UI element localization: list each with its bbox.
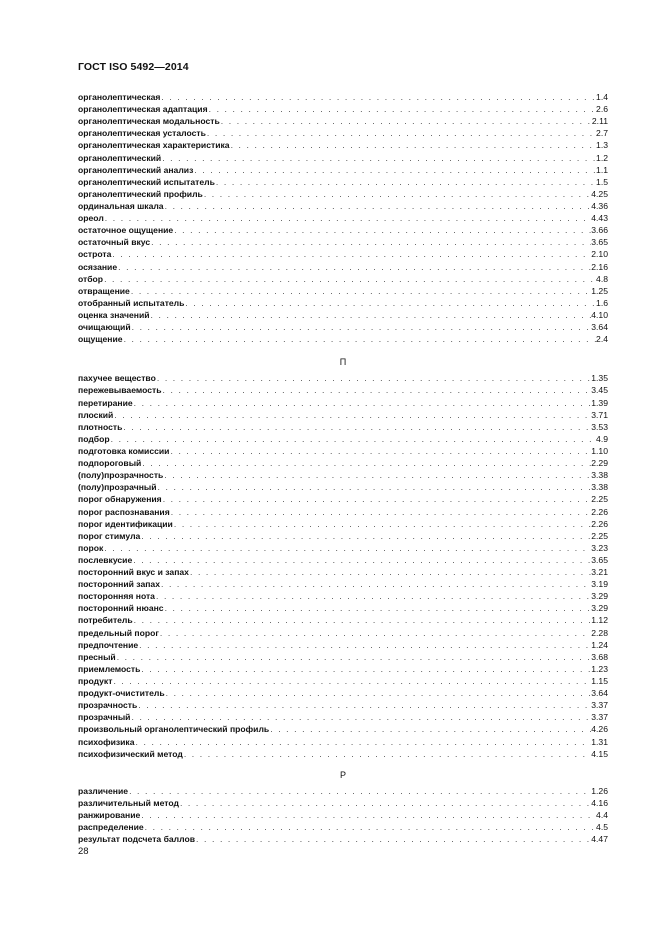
index-entry [78, 590, 608, 602]
leader-dots [110, 433, 596, 445]
entry-term: распределение [78, 822, 144, 833]
index-entry [78, 248, 608, 260]
entry-reference: 1.23 [591, 663, 608, 674]
leader-dots [140, 663, 591, 675]
index-entry [78, 445, 608, 457]
entry-reference: 2.29 [591, 458, 608, 469]
index-entry [78, 687, 608, 699]
leader-dots [140, 530, 591, 542]
entry-term: продукт-очиститель [78, 688, 165, 699]
section-letter-r: Р [339, 769, 346, 780]
index-section-o [78, 91, 608, 345]
index-entry [78, 675, 608, 687]
leader-dots [133, 397, 592, 409]
entry-term: пережевываемость [78, 385, 162, 396]
index-entry [78, 261, 608, 273]
leader-dots [113, 409, 591, 421]
entry-reference: 1.25 [591, 285, 608, 296]
document-header: ГОСТ ISO 5492—2014 [78, 61, 189, 73]
leader-dots [162, 493, 592, 505]
index-entry [78, 200, 608, 212]
entry-reference: 1.1 [596, 164, 608, 175]
entry-reference: 1.26 [591, 785, 608, 796]
entry-term: органолептический испытатель [78, 176, 215, 187]
entry-reference: 4.47 [591, 834, 608, 845]
leader-dots [137, 699, 591, 711]
entry-term: ореол [78, 213, 104, 224]
entry-reference: 2.11 [591, 116, 608, 127]
leader-dots [220, 115, 592, 127]
entry-term: прозрачный [78, 712, 131, 723]
index-entry [78, 139, 608, 151]
entry-term: (полу)прозрачность [78, 470, 164, 481]
entry-term: пахучее вещество [78, 373, 156, 384]
entry-reference: 1.12 [591, 615, 608, 626]
entry-reference: 3.21 [591, 567, 608, 578]
entry-term: посторонняя нота [78, 591, 155, 602]
entry-reference: 3.38 [591, 470, 608, 481]
leader-dots [206, 127, 596, 139]
entry-reference: 3.37 [591, 700, 608, 711]
entry-term: остаточное ощущение [78, 225, 174, 236]
index-entry [78, 627, 608, 639]
entry-reference: 3.37 [591, 712, 608, 723]
entry-reference: 4.25 [591, 188, 608, 199]
term-index [78, 91, 608, 845]
leader-dots [183, 748, 591, 760]
index-entry [78, 372, 608, 384]
entry-term: предпочтение [78, 639, 139, 650]
entry-reference: 3.45 [591, 385, 608, 396]
leader-dots [179, 797, 591, 809]
leader-dots [144, 821, 596, 833]
entry-reference: 3.66 [591, 225, 608, 236]
leader-dots [165, 687, 592, 699]
leader-dots [123, 333, 596, 345]
leader-dots [128, 785, 591, 797]
entry-reference: 1.10 [591, 445, 608, 456]
entry-term: посторонний вкус и запах [78, 567, 189, 578]
leader-dots [111, 248, 591, 260]
leader-dots [155, 590, 591, 602]
entry-reference: 4.16 [591, 797, 608, 808]
leader-dots [116, 651, 592, 663]
index-entry [78, 699, 608, 711]
entry-term: ранжирование [78, 810, 141, 821]
entry-term: пресный [78, 651, 116, 662]
entry-reference: 1.24 [591, 639, 608, 650]
leader-dots [104, 212, 591, 224]
entry-term: перетирание [78, 397, 133, 408]
entry-reference: 4.9 [596, 433, 608, 444]
entry-term: приемлемость [78, 663, 141, 674]
index-entry [78, 212, 608, 224]
index-entry [78, 127, 608, 139]
index-entry [78, 309, 608, 321]
index-entry [78, 833, 608, 845]
index-section-p [78, 372, 608, 760]
leader-dots [173, 518, 591, 530]
leader-dots [138, 639, 591, 651]
index-entry [78, 518, 608, 530]
index-entry [78, 421, 608, 433]
index-entry [78, 821, 608, 833]
entry-term: органолептическая модальность [78, 116, 220, 127]
index-entry [78, 91, 608, 103]
leader-dots [141, 457, 591, 469]
entry-reference: 2.26 [591, 506, 608, 517]
index-entry [78, 224, 608, 236]
index-entry [78, 236, 608, 248]
entry-reference: 2.25 [591, 494, 608, 505]
entry-reference: 3.71 [591, 409, 608, 420]
entry-term: плоский [78, 409, 114, 420]
index-entry [78, 651, 608, 663]
leader-dots [157, 481, 592, 493]
entry-term: различение [78, 785, 129, 796]
entry-term: ординальная шкала [78, 200, 164, 211]
index-entry [78, 285, 608, 297]
leader-dots [150, 236, 591, 248]
leader-dots [156, 372, 591, 384]
entry-term: порог стимула [78, 530, 141, 541]
entry-reference: 3.64 [591, 688, 608, 699]
entry-term: плотность [78, 421, 123, 432]
leader-dots [103, 273, 596, 285]
index-entry [78, 506, 608, 518]
leader-dots [195, 833, 591, 845]
index-entry [78, 384, 608, 396]
leader-dots [163, 469, 591, 481]
entry-reference: 4.26 [591, 724, 608, 735]
index-entry [78, 748, 608, 760]
index-entry [78, 711, 608, 723]
entry-reference: 4.15 [591, 748, 608, 759]
entry-reference: 1.5 [596, 176, 608, 187]
leader-dots [164, 602, 592, 614]
leader-dots [135, 736, 592, 748]
leader-dots [164, 200, 592, 212]
entry-reference: 3.53 [591, 421, 608, 432]
leader-dots [103, 542, 591, 554]
index-entry [78, 176, 608, 188]
entry-reference: 1.2 [596, 152, 608, 163]
entry-reference: 2.6 [596, 104, 608, 115]
index-entry [78, 785, 608, 797]
index-entry [78, 493, 608, 505]
entry-term: послевкусие [78, 554, 133, 565]
entry-term: органолептический анализ [78, 164, 194, 175]
leader-dots [162, 384, 592, 396]
entry-reference: 2.4 [596, 334, 608, 345]
entry-term: порог обнаружения [78, 494, 162, 505]
index-entry [78, 614, 608, 626]
leader-dots [193, 164, 596, 176]
index-entry [78, 578, 608, 590]
index-entry [78, 797, 608, 809]
index-entry [78, 273, 608, 285]
leader-dots [230, 139, 596, 151]
leader-dots [203, 188, 591, 200]
index-entry [78, 397, 608, 409]
entry-reference: 4.8 [596, 273, 608, 284]
leader-dots [122, 421, 591, 433]
entry-term: произвольный органолептический профиль [78, 724, 270, 735]
index-entry [78, 542, 608, 554]
entry-term: органолептическая адаптация [78, 104, 208, 115]
leader-dots [184, 297, 596, 309]
leader-dots [161, 152, 596, 164]
entry-reference: 3.23 [591, 542, 608, 553]
entry-term: отобранный испытатель [78, 297, 185, 308]
entry-term: различительный метод [78, 797, 179, 808]
entry-reference: 2.16 [591, 261, 608, 272]
entry-term: посторонний запах [78, 579, 160, 590]
entry-reference: 2.25 [591, 530, 608, 541]
entry-reference: 1.15 [591, 676, 608, 687]
entry-reference: 1.31 [591, 736, 608, 747]
entry-term: порог распознавания [78, 506, 170, 517]
entry-reference: 1.39 [591, 397, 608, 408]
index-entry [78, 152, 608, 164]
entry-reference: 4.4 [596, 810, 608, 821]
entry-term: органолептическая усталость [78, 128, 206, 139]
entry-term: органолептическая [78, 92, 161, 102]
index-entry [78, 723, 608, 735]
entry-reference: 3.38 [591, 482, 608, 493]
leader-dots [160, 91, 596, 103]
entry-term: психофизика [78, 736, 135, 747]
leader-dots [131, 321, 592, 333]
leader-dots [140, 809, 596, 821]
entry-term: осязание [78, 261, 118, 272]
entry-reference: 2.26 [591, 518, 608, 529]
leader-dots [130, 711, 591, 723]
leader-dots [117, 261, 591, 273]
entry-reference: 1.3 [596, 140, 608, 151]
entry-reference: 4.43 [591, 213, 608, 224]
leader-dots [215, 176, 596, 188]
entry-reference: 4.10 [591, 309, 608, 320]
entry-term: подбор [78, 433, 110, 444]
leader-dots [160, 578, 591, 590]
index-entry [78, 321, 608, 333]
leader-dots [208, 103, 596, 115]
index-entry [78, 469, 608, 481]
entry-term: прозрачность [78, 700, 138, 711]
leader-dots [170, 506, 592, 518]
entry-reference: 3.64 [591, 322, 608, 333]
index-entry [78, 663, 608, 675]
entry-term: острота [78, 249, 112, 260]
entry-term: (полу)прозрачный [78, 482, 157, 493]
entry-reference: 3.19 [591, 579, 608, 590]
index-entry [78, 115, 608, 127]
entry-term: порог идентификации [78, 518, 173, 529]
index-entry [78, 297, 608, 309]
entry-term: отбор [78, 273, 104, 284]
index-entry [78, 164, 608, 176]
entry-term: органолептический [78, 152, 162, 163]
entry-reference: 2.10 [591, 249, 608, 260]
entry-term: предельный порог [78, 627, 159, 638]
leader-dots [130, 285, 591, 297]
leader-dots [173, 224, 591, 236]
entry-term: отвращение [78, 285, 130, 296]
index-entry [78, 188, 608, 200]
entry-term: психофизический метод [78, 748, 183, 759]
index-section-r [78, 785, 608, 846]
index-entry [78, 639, 608, 651]
index-entry [78, 566, 608, 578]
entry-term: подготовка комиссии [78, 445, 170, 456]
page-number: 28 [78, 846, 89, 857]
entry-term: очищающий [78, 322, 131, 333]
entry-reference: 3.65 [591, 554, 608, 565]
entry-reference: 1.35 [591, 373, 608, 384]
leader-dots [132, 554, 591, 566]
entry-term: органолептическая характеристика [78, 140, 230, 151]
leader-dots [189, 566, 591, 578]
entry-reference: 4.5 [596, 822, 608, 833]
entry-reference: 2.28 [591, 627, 608, 638]
leader-dots [150, 309, 592, 321]
index-entry [78, 457, 608, 469]
index-entry [78, 809, 608, 821]
index-entry [78, 409, 608, 421]
entry-term: продукт [78, 676, 113, 687]
entry-reference: 4.36 [591, 200, 608, 211]
entry-reference: 1.6 [596, 297, 608, 308]
index-entry [78, 554, 608, 566]
entry-reference: 2.7 [596, 128, 608, 139]
entry-term: остаточный вкус [78, 237, 151, 248]
entry-reference: 3.65 [591, 237, 608, 248]
leader-dots [269, 723, 591, 735]
index-entry [78, 481, 608, 493]
index-entry [78, 602, 608, 614]
entry-term: ощущение [78, 334, 123, 345]
index-entry [78, 433, 608, 445]
entry-term: подпороговый [78, 458, 142, 469]
entry-term: посторонний нюанс [78, 603, 164, 614]
index-entry [78, 530, 608, 542]
entry-term: результат подсчета баллов [78, 834, 196, 845]
index-entry [78, 103, 608, 115]
section-letter-p: П [339, 357, 347, 368]
entry-reference: 3.68 [591, 651, 608, 662]
entry-term: органолептический профиль [78, 188, 203, 199]
leader-dots [133, 614, 592, 626]
entry-reference: 3.29 [591, 591, 608, 602]
leader-dots [169, 445, 591, 457]
entry-term: оценка значений [78, 309, 150, 320]
entry-term: потребитель [78, 615, 133, 626]
entry-reference: 3.29 [591, 603, 608, 614]
leader-dots [159, 627, 591, 639]
index-entry [78, 333, 608, 345]
entry-reference: 1.4 [596, 92, 608, 102]
entry-term: порок [78, 542, 104, 553]
leader-dots [112, 675, 591, 687]
index-entry [78, 736, 608, 748]
